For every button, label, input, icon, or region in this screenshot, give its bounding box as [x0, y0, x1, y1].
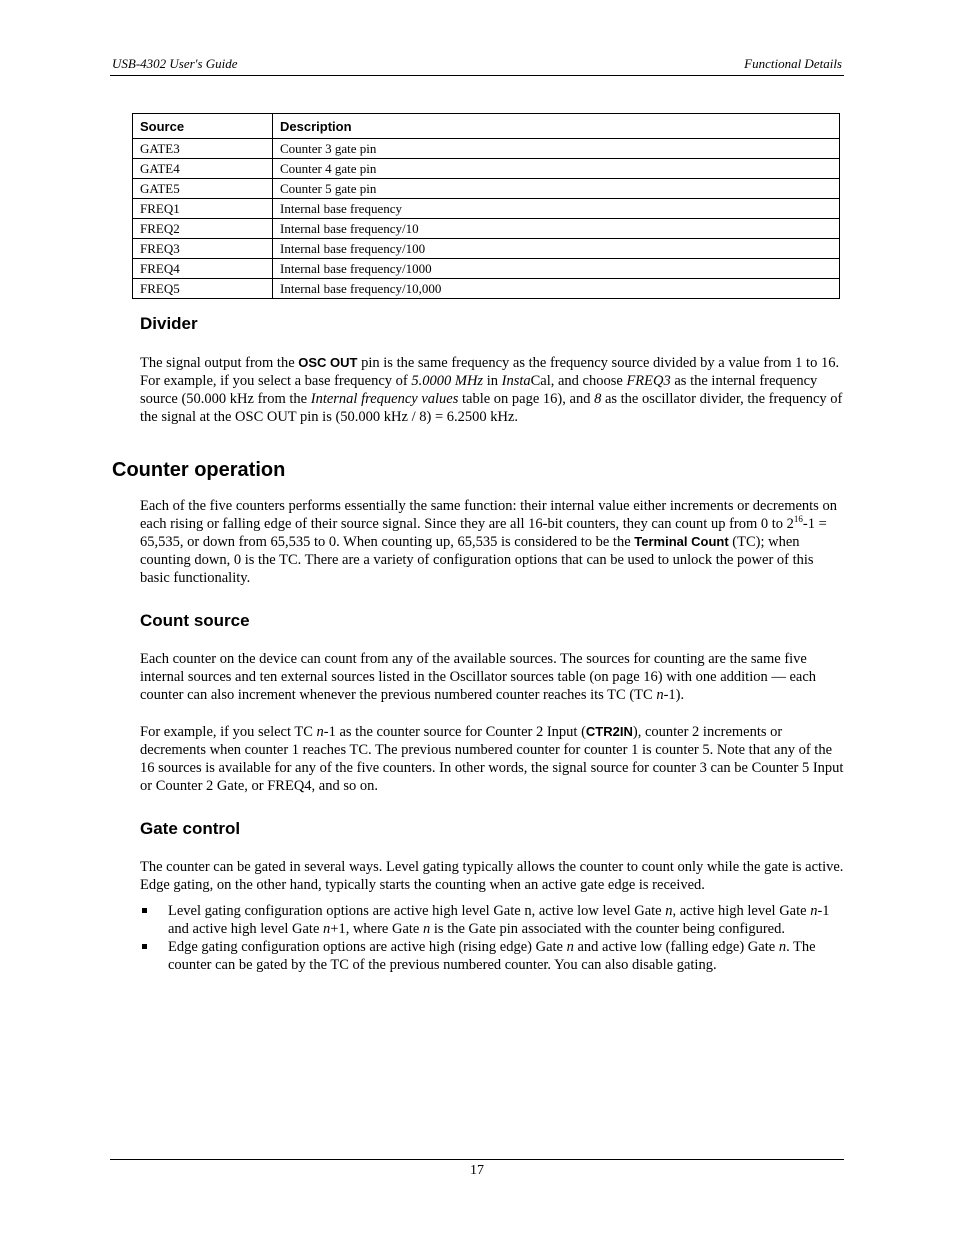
italic-n: n — [316, 724, 324, 740]
text-run: and active low (falling edge) Gate — [573, 939, 779, 955]
list-item — [140, 902, 846, 938]
text-run: The signal output from the — [140, 355, 299, 371]
text-run: . The counter can be gated by the TC of the previous numbered counter. You can also disable gating. — [168, 939, 816, 973]
counter-operation-heading: Counter operation — [112, 459, 286, 481]
exponent: 16 — [793, 514, 803, 524]
table-row — [133, 239, 840, 259]
source-cell: GATE5 — [133, 179, 273, 199]
text-run: -1). — [663, 687, 685, 703]
table-row — [133, 199, 840, 219]
italic-n: n — [778, 939, 787, 955]
italic-n: n — [423, 921, 431, 937]
description-cell: Internal base frequency/1000 — [273, 259, 840, 279]
text-run: -1 as the counter source for Counter 2 Input ( — [323, 724, 586, 740]
ctr2in-term: CTR2IN — [585, 724, 633, 739]
bullet-square-icon — [142, 908, 147, 913]
text-run: , active high level Gate — [672, 903, 811, 919]
text-run: +1, where Gate — [330, 921, 423, 937]
text-run: in — [483, 373, 502, 389]
italic-n: n — [656, 687, 664, 703]
freq3-term: FREQ3 — [626, 373, 671, 389]
italic-n: n — [566, 939, 574, 955]
text-run: table on page 16), and — [458, 391, 595, 407]
column-header-source: Source — [133, 114, 273, 139]
gate-control-paragraph: The counter can be gated in several ways. Level gating typically allows the counter to count only while the gate is active. Edge gating, on the other hand, typically starts the counting when an active gate edge is received. — [140, 859, 844, 893]
list-item — [140, 938, 846, 974]
italic-n: n — [323, 921, 331, 937]
text-run: Level gating configuration options are active high level Gate n, active low level Gate — [168, 903, 666, 919]
text-run: as the oscillator divider, the frequency of the signal at the OSC OUT pin is (50.000 kHz / 8) = 6.2500 kHz. — [140, 391, 843, 425]
divider-value: 8 — [594, 391, 602, 407]
text-run: -1 and active high level Gate — [168, 903, 830, 937]
text-run: Each of the five counters performs essentially the same function: their internal value either increments or decrements on each rising or falling edge of their source signal. Since they are all 16-bit counters, they can count up from 0 to 2 — [140, 498, 837, 532]
italic-n: n — [665, 903, 673, 919]
source-cell: FREQ5 — [133, 279, 273, 299]
page-number: 17 — [470, 1163, 484, 1178]
table-header-row — [133, 114, 840, 139]
description-cell: Counter 5 gate pin — [273, 179, 840, 199]
description-cell: Counter 4 gate pin — [273, 159, 840, 179]
table-reference: Internal frequency values — [310, 391, 459, 407]
bullet-square-icon — [142, 944, 147, 949]
column-header-description: Description — [273, 114, 840, 139]
terminal-count-term: Terminal Count — [634, 534, 729, 549]
source-cell: FREQ3 — [133, 239, 273, 259]
text-run: (TC); when counting down, 0 is the TC. There are a variety of configuration options that can be used to unlock the power of this basic functionality. — [140, 534, 814, 586]
table-row — [133, 259, 840, 279]
page-footer — [110, 1159, 844, 1179]
frequency-value: 5.0000 MHz — [411, 373, 484, 389]
divider-heading: Divider — [140, 314, 198, 333]
table-row — [133, 219, 840, 239]
table-row — [133, 139, 840, 159]
counter-operation-paragraph — [140, 497, 846, 587]
divider-paragraph — [140, 354, 846, 426]
table-row — [133, 159, 840, 179]
source-cell: FREQ4 — [133, 259, 273, 279]
instacal-prefix: Insta — [501, 373, 531, 389]
text-run: -1 = 65,535, or down from 65,535 to 0. When counting up, 65,535 is considered to be the — [140, 516, 827, 550]
text-run: Edge gating configuration options are active high (rising edge) Gate — [168, 939, 567, 955]
text-run: Cal, and choose — [530, 373, 627, 389]
italic-n: n — [810, 903, 818, 919]
source-cell: FREQ1 — [133, 199, 273, 219]
header-doc-title: USB-4302 User's Guide — [112, 56, 238, 71]
description-cell: Counter 3 gate pin — [273, 139, 840, 159]
table-row — [133, 179, 840, 199]
text-run: For example, if you select TC — [140, 724, 317, 740]
osc-out-term: OSC OUT — [298, 355, 358, 370]
source-cell: GATE4 — [133, 159, 273, 179]
description-cell: Internal base frequency/10,000 — [273, 279, 840, 299]
text-run: Each counter on the device can count from any of the available sources. The sources for counting are the same five internal sources and ten external sources listed in the Oscillator sources table (on page 16) with one addition — each counter can also increment whenever the previous numbered counter reaches its TC (TC — [140, 651, 817, 703]
header-section-title: Functional Details — [744, 56, 842, 71]
text-run: is the Gate pin associated with the counter being configured. — [430, 921, 785, 937]
table-row — [133, 279, 840, 299]
source-cell: GATE3 — [133, 139, 273, 159]
count-source-paragraph-2 — [140, 723, 846, 795]
page-header — [110, 55, 844, 76]
text-run: as the internal frequency source (50.000 kHz from the — [140, 373, 818, 407]
gate-control-heading: Gate control — [140, 819, 241, 838]
sources-table — [132, 113, 840, 299]
description-cell: Internal base frequency — [273, 199, 840, 219]
gating-options-list — [140, 902, 846, 974]
text-run: pin is the same frequency as the frequency source divided by a value from 1 to 16. For example, if you select a base frequency of — [140, 355, 840, 389]
count-source-paragraph-1 — [140, 650, 846, 704]
source-cell: FREQ2 — [133, 219, 273, 239]
description-cell: Internal base frequency/100 — [273, 239, 840, 259]
count-source-heading: Count source — [140, 611, 250, 630]
description-cell: Internal base frequency/10 — [273, 219, 840, 239]
text-run: ), counter 2 increments or decrements when counter 1 reaches TC. The previous numbered counter for counter 1 is counter 5. Note that any of the 16 sources is available for any of the five counters. In other words, the signal source for counter 3 can be Counter 5 Input or Counter 2 Gate, or FREQ4, and so on. — [140, 724, 844, 794]
